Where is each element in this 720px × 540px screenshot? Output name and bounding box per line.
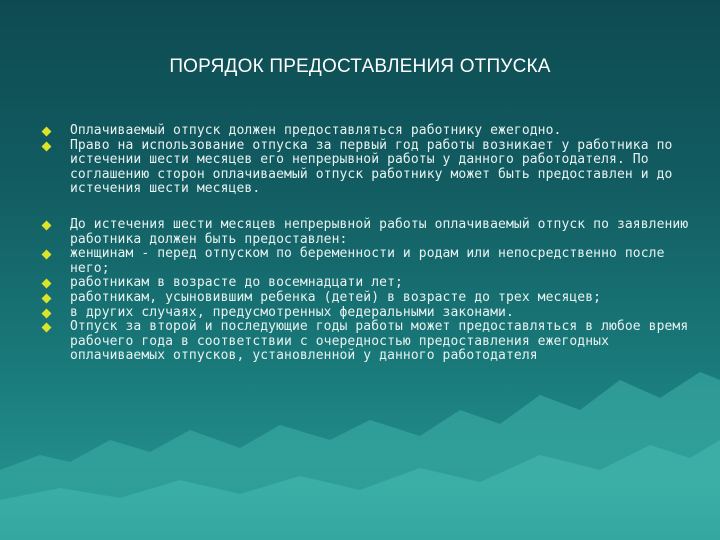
diamond-bullet-icon (42, 308, 52, 318)
list-item (40, 276, 690, 291)
slide-title: ПОРЯДОК ПРЕДОСТАВЛЕНИЯ ОТПУСКА (169, 56, 551, 77)
list-item (40, 139, 690, 197)
list-item-text: в других случаях, предусмотренных федеральными законами. (70, 304, 514, 320)
list-item-text: Отпуск за второй и последующие годы работы может предоставляться в любое время рабочего года в соответствии с очередностью предоставления ежегодных оплачиваемых отпусков, установленной у данного работодателя (70, 319, 689, 364)
list-item-text: работникам в возрасте до восемнадцати лет; (70, 275, 403, 291)
diamond-bullet-icon (42, 250, 52, 260)
list-item-text: женщинам - перед отпуском по беременности и родам или непосредственно после него; (70, 246, 665, 276)
list-item (40, 218, 690, 247)
list-item (40, 320, 690, 364)
list-item (40, 124, 690, 139)
diamond-bullet-icon (42, 221, 52, 231)
diamond-bullet-icon (42, 323, 52, 333)
list-item (40, 291, 690, 306)
list-item-text: Право на использование отпуска за первый год работы возникает у работника по истечении шести месяцев его непрерывной работы у данного работодателя. По соглашению сторон оплачиваемый отпуск работнику может быть предоставлен и до истечения шести месяцев. (70, 137, 673, 197)
diamond-bullet-icon (42, 293, 52, 303)
list-item-text: Оплачиваемый отпуск должен предоставляться работнику ежегодно. (70, 123, 562, 138)
diamond-bullet-icon (42, 279, 52, 289)
list-item (40, 306, 690, 321)
diamond-bullet-icon (42, 127, 52, 137)
bullet-list (40, 124, 690, 364)
diamond-bullet-icon (42, 141, 52, 151)
list-item (40, 247, 690, 276)
list-item-text: До истечения шести месяцев непрерывной работы оплачиваемый отпуск по заявлению работника должен быть предоставлен: (70, 216, 689, 247)
list-item-text: работникам, усыновившим ребенка (детей) в возрасте до трех месяцев; (70, 289, 602, 305)
